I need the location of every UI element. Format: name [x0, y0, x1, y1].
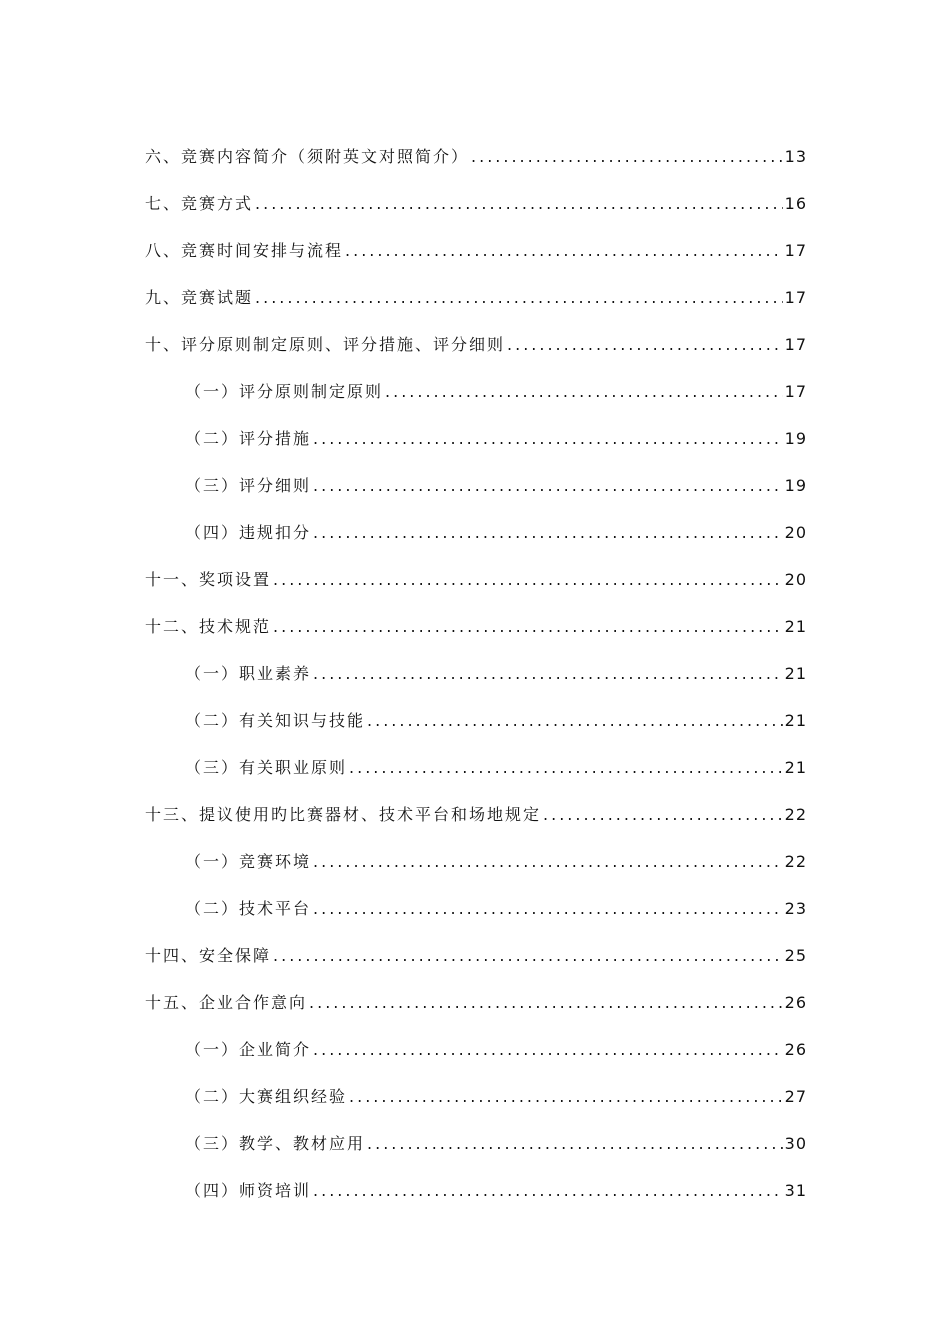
toc-entry-title: 十二、技术规范: [145, 617, 272, 636]
toc-subentry[interactable]: [145, 1107, 807, 1154]
toc-entry-page: 31: [784, 1181, 807, 1200]
toc-entry-page: 26: [784, 993, 807, 1012]
toc-dot-leader: [273, 617, 783, 637]
toc-entry-title: 六、竞赛内容简介（须附英文对照简介）: [145, 147, 470, 166]
toc-subentry[interactable]: [145, 1154, 807, 1201]
toc-entry-page: 21: [784, 617, 807, 636]
toc-entry-title: 七、竞赛方式: [145, 194, 254, 213]
toc-entry-title: （一）企业简介: [185, 1040, 312, 1059]
toc-entry-page: 20: [784, 570, 807, 589]
toc-entry-title: 十一、奖项设置: [145, 570, 272, 589]
toc-dot-leader: [309, 993, 783, 1013]
toc-subentry[interactable]: [145, 825, 807, 872]
toc-dot-leader: [313, 852, 783, 872]
table-of-contents: [145, 120, 807, 1201]
toc-dot-leader: [313, 899, 783, 919]
toc-entry-page: 17: [784, 241, 807, 260]
toc-entry-page: 17: [784, 335, 807, 354]
toc-entry-page: 17: [784, 382, 807, 401]
toc-entry-page: 23: [784, 899, 807, 918]
toc-entry-title: （三）有关职业原则: [185, 758, 348, 777]
toc-dot-leader: [507, 335, 783, 355]
toc-entry-title: （二）有关知识与技能: [185, 711, 366, 730]
toc-dot-leader: [255, 288, 783, 308]
toc-dot-leader: [367, 1134, 783, 1154]
toc-entry-page: 19: [784, 429, 807, 448]
toc-entry-title: 十、评分原则制定原则、评分措施、评分细则: [145, 335, 506, 354]
toc-entry[interactable]: [145, 120, 807, 167]
toc-dot-leader: [349, 758, 783, 778]
toc-entry-page: 13: [784, 147, 807, 166]
toc-entry[interactable]: [145, 778, 807, 825]
toc-entry[interactable]: [145, 214, 807, 261]
toc-entry-title: 十三、提议使用旳比赛器材、技术平台和场地规定: [145, 805, 542, 824]
toc-entry[interactable]: [145, 919, 807, 966]
toc-dot-leader: [273, 946, 783, 966]
toc-dot-leader: [313, 1181, 783, 1201]
toc-entry-title: （四）师资培训: [185, 1181, 312, 1200]
toc-entry-page: 16: [784, 194, 807, 213]
toc-subentry[interactable]: [145, 1060, 807, 1107]
toc-entry-title: （三）评分细则: [185, 476, 312, 495]
toc-dot-leader: [255, 194, 783, 214]
toc-entry-page: 22: [784, 805, 807, 824]
toc-entry[interactable]: [145, 308, 807, 355]
toc-entry[interactable]: [145, 167, 807, 214]
toc-dot-leader: [313, 429, 783, 449]
toc-dot-leader: [385, 382, 783, 402]
toc-entry-page: 21: [784, 711, 807, 730]
toc-entry-page: 17: [784, 288, 807, 307]
toc-entry[interactable]: [145, 543, 807, 590]
toc-subentry[interactable]: [145, 402, 807, 449]
toc-entry-title: （三）教学、教材应用: [185, 1134, 366, 1153]
toc-subentry[interactable]: [145, 637, 807, 684]
toc-entry[interactable]: [145, 261, 807, 308]
toc-entry-title: （一）评分原则制定原则: [185, 382, 384, 401]
toc-subentry[interactable]: [145, 355, 807, 402]
toc-dot-leader: [471, 147, 783, 167]
toc-entry-title: （二）技术平台: [185, 899, 312, 918]
toc-entry-page: 22: [784, 852, 807, 871]
toc-entry-title: （一）竞赛环境: [185, 852, 312, 871]
toc-subentry[interactable]: [145, 449, 807, 496]
toc-dot-leader: [313, 476, 783, 496]
toc-entry-page: 30: [784, 1134, 807, 1153]
toc-entry-title: （一）职业素养: [185, 664, 312, 683]
toc-subentry[interactable]: [145, 496, 807, 543]
toc-entry-title: 九、竞赛试题: [145, 288, 254, 307]
toc-dot-leader: [367, 711, 783, 731]
toc-subentry[interactable]: [145, 684, 807, 731]
toc-subentry[interactable]: [145, 1013, 807, 1060]
toc-dot-leader: [313, 1040, 783, 1060]
toc-entry-title: （二）大赛组织经验: [185, 1087, 348, 1106]
toc-entry-title: 八、竞赛时间安排与流程: [145, 241, 344, 260]
toc-entry-page: 27: [784, 1087, 807, 1106]
toc-entry-page: 26: [784, 1040, 807, 1059]
toc-subentry[interactable]: [145, 731, 807, 778]
toc-entry-page: 21: [784, 758, 807, 777]
toc-dot-leader: [345, 241, 783, 261]
toc-entry-page: 20: [784, 523, 807, 542]
toc-dot-leader: [349, 1087, 783, 1107]
toc-dot-leader: [543, 805, 783, 825]
toc-entry-title: 十四、安全保障: [145, 946, 272, 965]
toc-entry-title: （四）违规扣分: [185, 523, 312, 542]
toc-dot-leader: [273, 570, 783, 590]
toc-entry-title: （二）评分措施: [185, 429, 312, 448]
toc-dot-leader: [313, 523, 783, 543]
toc-entry-page: 21: [784, 664, 807, 683]
toc-entry-page: 19: [784, 476, 807, 495]
toc-entry[interactable]: [145, 966, 807, 1013]
toc-dot-leader: [313, 664, 783, 684]
toc-subentry[interactable]: [145, 872, 807, 919]
toc-entry[interactable]: [145, 590, 807, 637]
toc-entry-title: 十五、企业合作意向: [145, 993, 308, 1012]
toc-entry-page: 25: [784, 946, 807, 965]
